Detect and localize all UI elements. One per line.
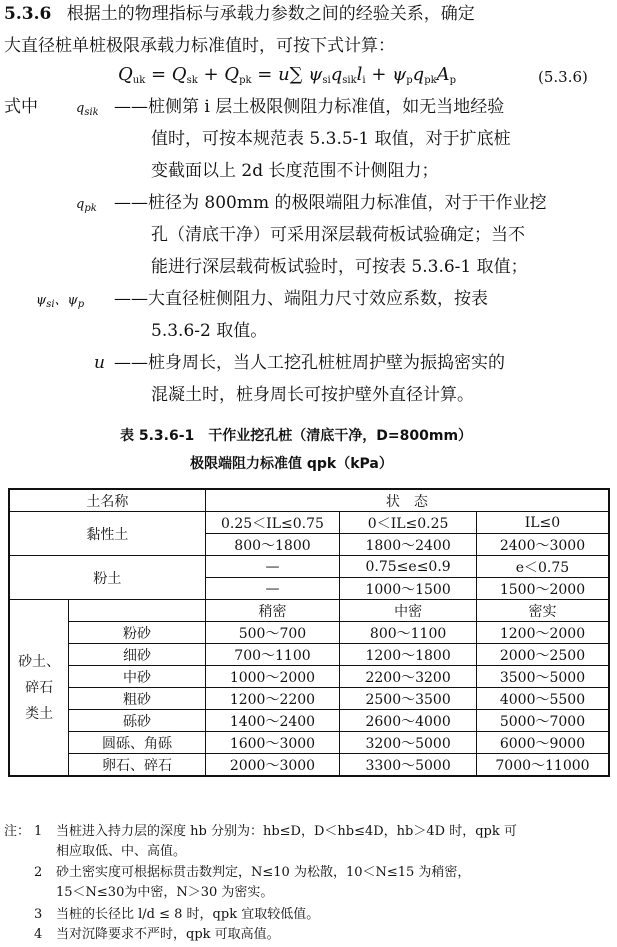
table-row xyxy=(9,512,609,534)
pile-resistance-table xyxy=(8,488,610,777)
section-first-line xyxy=(4,4,475,24)
qsik-line-3: 变截面以上 2d 长度范围不计侧阻力； xyxy=(151,161,439,181)
soil-name: 砾砂 xyxy=(69,710,205,732)
density-header-2: 中密 xyxy=(340,600,477,622)
table-cell: 2200～3200 xyxy=(340,666,477,688)
formula: $Q_{uk} = Q_{sk} + Q_{pk} = u\sum$ $\psi_{si}q_{sik}l_i + \psi_pq_{pk}A_p$ xyxy=(118,64,457,86)
table-row xyxy=(9,732,609,754)
definitions-lead: 式中 xyxy=(4,97,38,117)
soil-name: 粉砂 xyxy=(69,622,205,644)
table-caption-line1: 表 5.3.6-1 干作业挖孔桩（清底干净，D=800mm） xyxy=(120,428,473,444)
silt-value-2: 1000～1500 xyxy=(340,578,477,600)
clay-condition-2: 0＜IL≤0.25 xyxy=(340,512,477,534)
table-cell: 4000～5500 xyxy=(476,688,609,710)
note-1-num: 1 xyxy=(34,824,43,839)
table-row xyxy=(9,666,609,688)
table-row xyxy=(9,644,609,666)
symbol-u: u xyxy=(94,353,105,373)
clay-condition-1: 0.25＜IL≤0.75 xyxy=(205,512,340,534)
section-number: 5.3.6 xyxy=(4,4,52,24)
notes-label: 注： xyxy=(4,824,31,839)
header-soil-name: 土名称 xyxy=(9,489,205,512)
sand-group-name xyxy=(9,600,69,777)
sand-group-line-2: 碎石 xyxy=(25,679,54,696)
clay-value-3: 2400～3000 xyxy=(476,534,609,556)
table-cell: 700～1100 xyxy=(205,644,340,666)
table-cell: 800～1100 xyxy=(340,622,477,644)
table-cell: 6000～9000 xyxy=(476,732,609,754)
symbol-psi: $\psi_{si}$、$\psi_p$ xyxy=(36,293,85,310)
psi-line-2: 5.3.6-2 取值。 xyxy=(151,321,268,341)
qsik-line-1: ——桩侧第 i 层土极限侧阻力标准值，如无当地经验 xyxy=(114,97,505,117)
symbol-qpk: $q_{pk}$ xyxy=(76,197,97,214)
symbol-qsik: $q_{sik}$ xyxy=(76,101,99,118)
note-2-line-2: 15＜N≤30为中密，N＞30 为密实。 xyxy=(56,885,274,900)
note-2-num: 2 xyxy=(34,865,43,880)
soil-name: 卵石、碎石 xyxy=(69,754,205,777)
table-row xyxy=(9,600,609,622)
table-cell: 500～700 xyxy=(205,622,340,644)
table-row xyxy=(9,556,609,578)
silt-value-1: — xyxy=(205,578,340,600)
soil-name: 粗砂 xyxy=(69,688,205,710)
qsik-line-2: 值时，可按本规范表 5.3.5-1 取值，对于扩底桩 xyxy=(151,129,511,149)
note-1-line-1: 当桩进入持力层的深度 hb 分别为：hb≤D，D＜hb≤4D，hb＞4D 时，qpk 可 xyxy=(56,824,517,839)
psi-line-1: ——大直径桩侧阻力、端阻力尺寸效应系数，按表 xyxy=(114,289,488,309)
table-row xyxy=(9,622,609,644)
sand-group-line-3: 类土 xyxy=(25,705,54,722)
note-4-line-1: 当对沉降要求不严时，qpk 可取高值。 xyxy=(56,927,280,942)
soil-name: 细砂 xyxy=(69,644,205,666)
section-text-line2: 大直径桩单桩极限承载力标准值时，可按下式计算： xyxy=(4,36,395,56)
silt-condition-2: 0.75≤e≤0.9 xyxy=(340,556,477,578)
table-cell: 2500～3500 xyxy=(340,688,477,710)
table-cell: 2600～4000 xyxy=(340,710,477,732)
table-header-row xyxy=(9,489,609,512)
note-4-num: 4 xyxy=(34,927,43,942)
table-cell: 1200～2000 xyxy=(476,622,609,644)
clay-condition-3: IL≤0 xyxy=(476,512,609,534)
table-cell: 7000～11000 xyxy=(476,754,609,777)
density-header-blank xyxy=(69,600,205,622)
table-cell: 3200～5000 xyxy=(340,732,477,754)
silt-condition-3: e＜0.75 xyxy=(476,556,609,578)
table-row xyxy=(9,688,609,710)
table-cell: 1200～2200 xyxy=(205,688,340,710)
table-cell: 3300～5000 xyxy=(340,754,477,777)
qpk-line-2: 孔（清底干净）可采用深层载荷板试验确定；当不 xyxy=(151,225,525,245)
clay-value-2: 1800～2400 xyxy=(340,534,477,556)
note-2-line-1: 砂土密实度可根据标贯击数判定，N≤10 为松散，10＜N≤15 为稍密， xyxy=(56,865,471,880)
table-row xyxy=(9,710,609,732)
table-row xyxy=(9,754,609,777)
soil-name: 圆砾、角砾 xyxy=(69,732,205,754)
soil-name: 中砂 xyxy=(69,666,205,688)
silt-condition-1: — xyxy=(205,556,340,578)
table-cell: 3500～5000 xyxy=(476,666,609,688)
table-cell: 1000～2000 xyxy=(205,666,340,688)
density-header-1: 稍密 xyxy=(205,600,340,622)
qpk-line-3: 能进行深层载荷板试验时，可按表 5.3.6-1 取值； xyxy=(151,257,528,277)
table-cell: 1200～1800 xyxy=(340,644,477,666)
note-1-line-2: 相应取低、中、高值。 xyxy=(56,844,187,859)
u-line-1: ——桩身周长，当人工挖孔桩桩周护壁为振捣密实的 xyxy=(114,353,505,373)
clay-name: 黏性土 xyxy=(9,512,205,556)
note-3-line-1: 当桩的长径比 l/d ≤ 8 时，qpk 宜取较低值。 xyxy=(56,907,320,922)
silt-value-3: 1500～2000 xyxy=(476,578,609,600)
table-cell: 2000～3000 xyxy=(205,754,340,777)
table-cell: 1400～2400 xyxy=(205,710,340,732)
sand-group-line-1: 砂土、 xyxy=(18,653,61,670)
table-cell: 1600～3000 xyxy=(205,732,340,754)
table-caption-line2: 极限端阻力标准值 qpk（kPa） xyxy=(190,456,393,472)
section-text-line1: 根据土的物理指标与承载力参数之间的经验关系，确定 xyxy=(66,4,475,24)
header-state: 状 态 xyxy=(205,489,609,512)
clay-value-1: 800～1800 xyxy=(205,534,340,556)
density-header-3: 密实 xyxy=(476,600,609,622)
formula-number: (5.3.6) xyxy=(538,68,588,86)
table-cell: 5000～7000 xyxy=(476,710,609,732)
u-line-2: 混凝土时，桩身周长可按护壁外直径计算。 xyxy=(151,385,474,405)
silt-name: 粉土 xyxy=(9,556,205,600)
note-3-num: 3 xyxy=(34,907,43,922)
table-cell: 2000～2500 xyxy=(476,644,609,666)
qpk-line-1: ——桩径为 800mm 的极限端阻力标准值，对于干作业挖 xyxy=(114,193,547,213)
